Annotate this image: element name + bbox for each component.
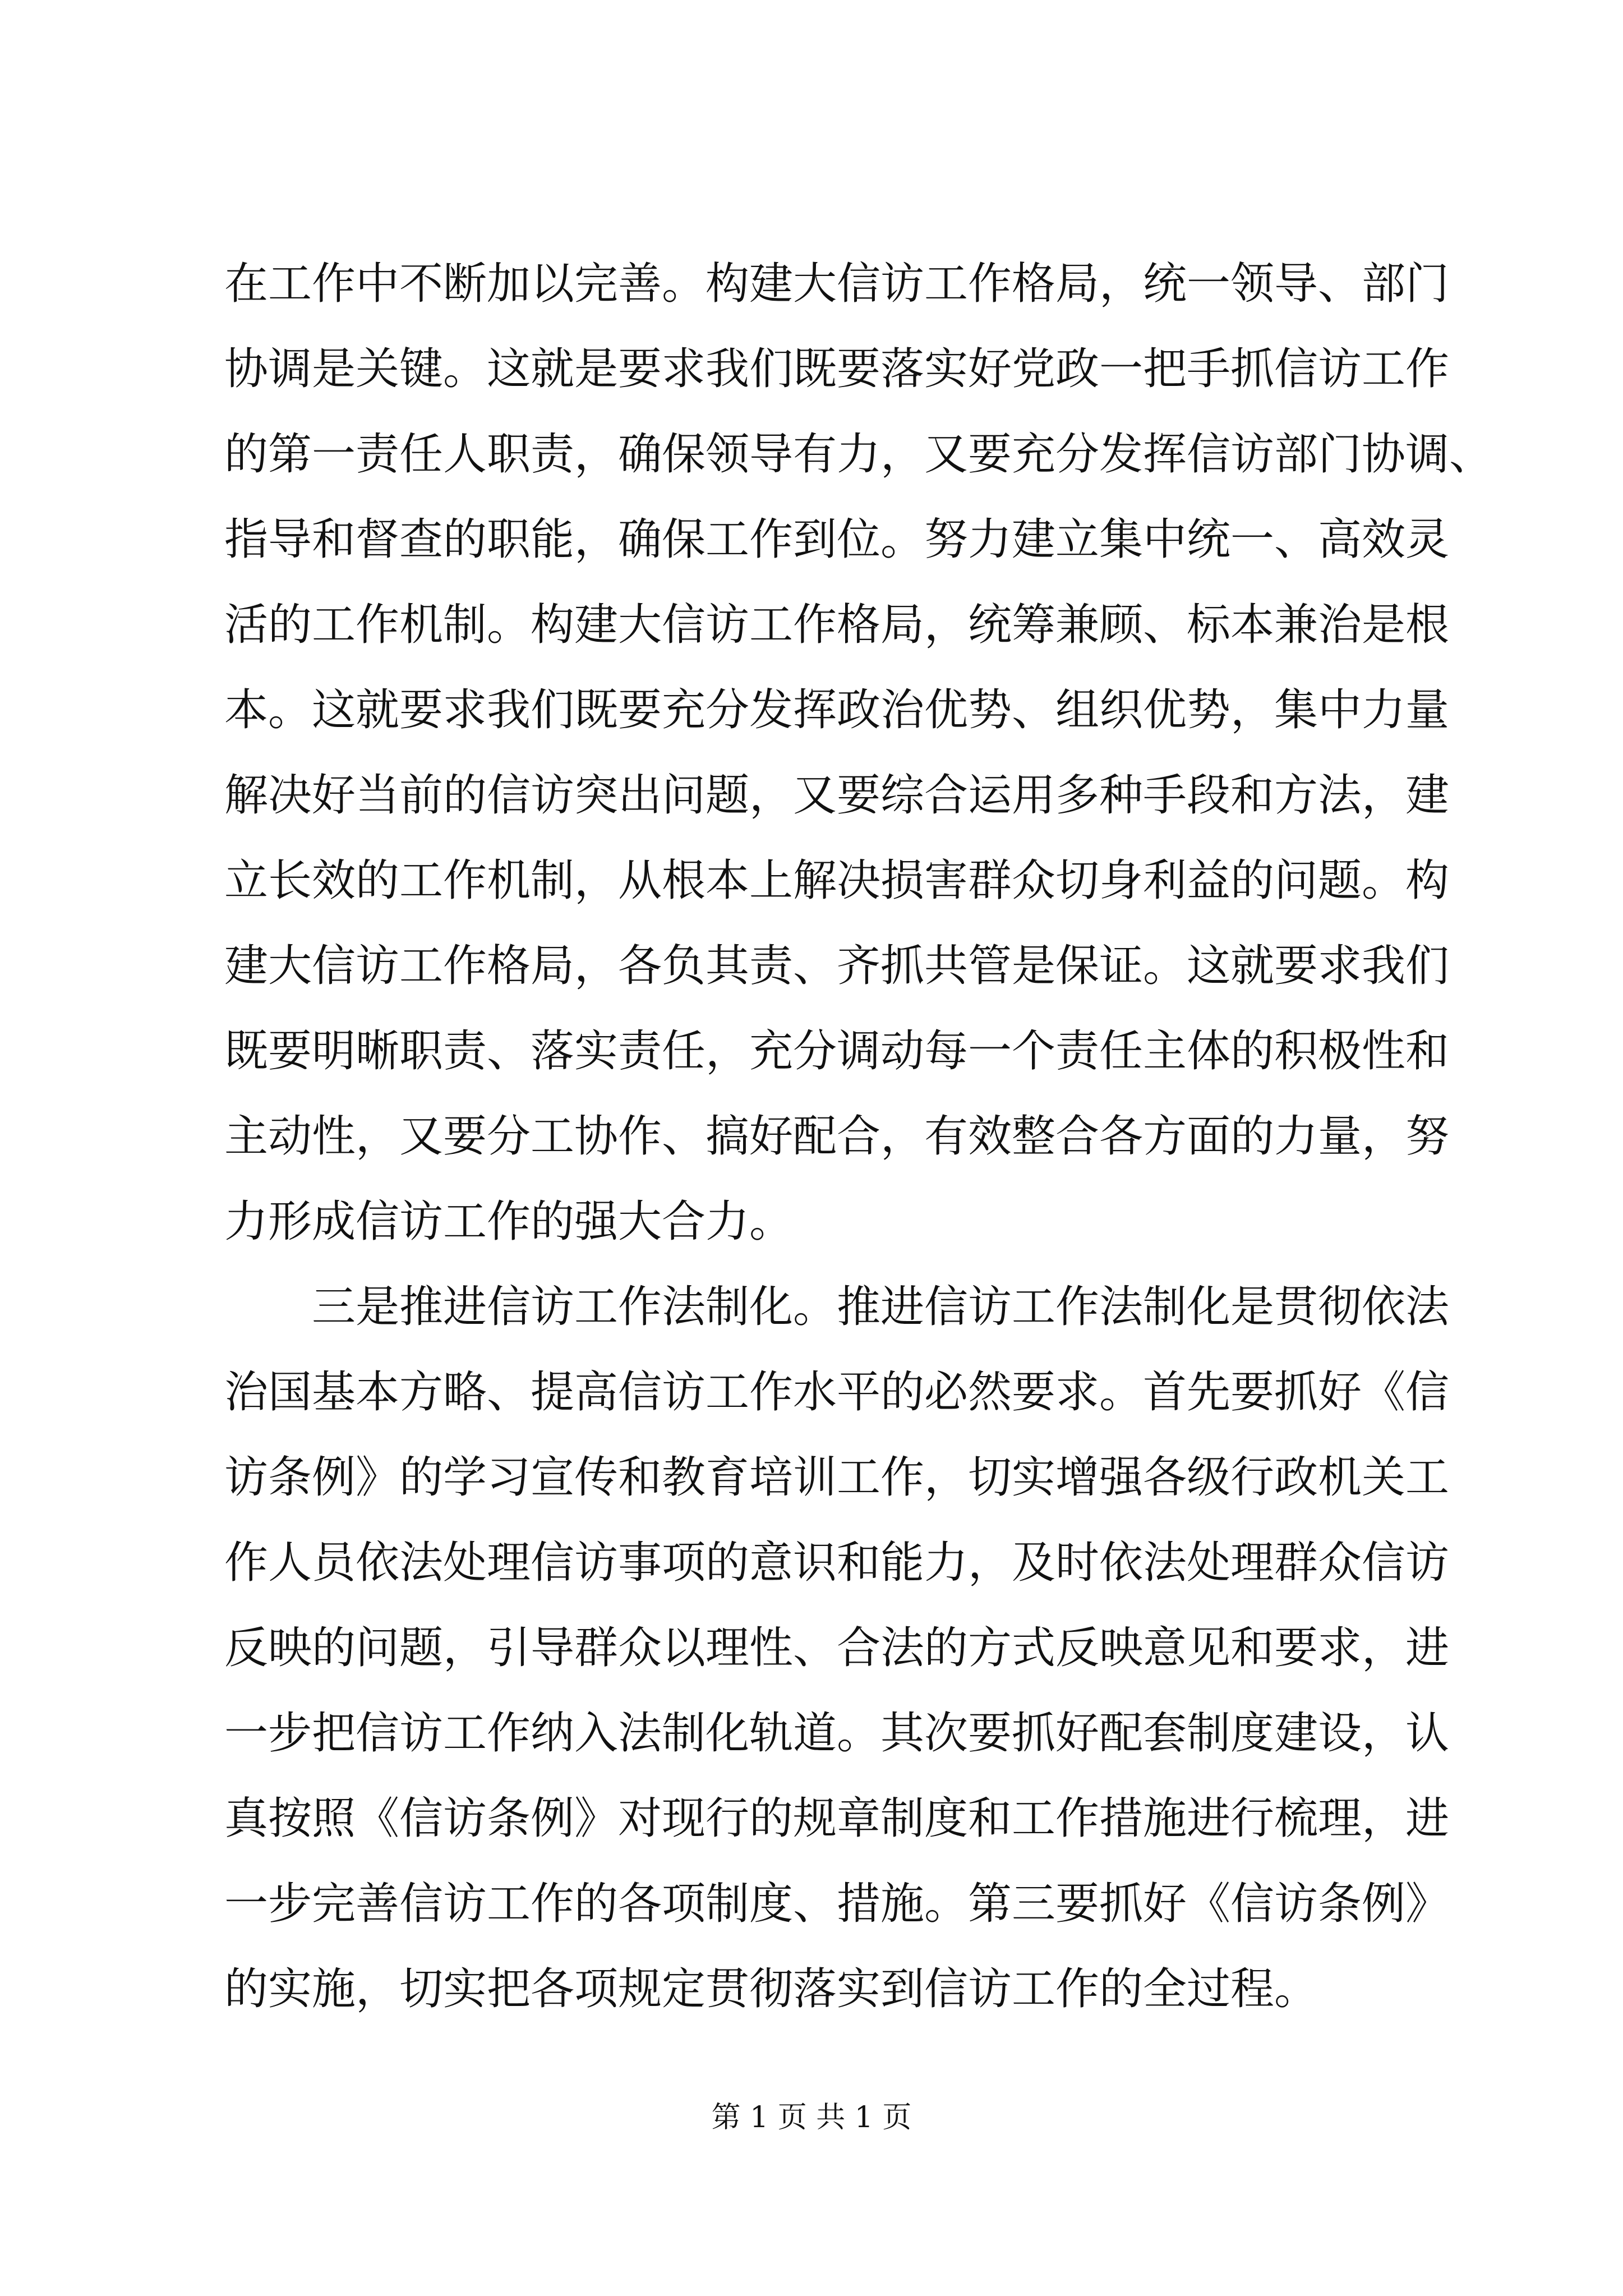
text-line: 真按照《信访条例》对现行的规章制度和工作措施进行梳理，进 <box>224 1793 1450 1844</box>
text-line: 力形成信访工作的强大合力。 <box>224 1197 794 1247</box>
text-line: 在工作中不断加以完善。构建大信访工作格局，统一领导、部门 <box>224 259 1450 309</box>
paragraph-1 <box>224 241 1493 1264</box>
text-line: 指导和督查的职能，确保工作到位。努力建立集中统一、高效灵 <box>224 514 1450 565</box>
text-line: 三是推进信访工作法制化。推进信访工作法制化是贯彻依法 <box>312 1282 1450 1332</box>
text-line: 解决好当前的信访突出问题，又要综合运用多种手段和方法，建 <box>224 770 1450 821</box>
text-line: 既要明晰职责、落实责任，充分调动每一个责任主体的积极性和 <box>224 1026 1450 1076</box>
text-line: 主动性，又要分工协作、搞好配合，有效整合各方面的力量，努 <box>224 1111 1450 1162</box>
page-footer: 第 1 页 共 1 页 <box>711 2101 912 2134</box>
text-line: 一步把信访工作纳入法制化轨道。其次要抓好配套制度建设，认 <box>224 1708 1450 1759</box>
text-line: 作人员依法处理信访事项的意识和能力，及时依法处理群众信访 <box>224 1538 1450 1588</box>
text-line: 协调是关键。这就是要求我们既要落实好党政一把手抓信访工作 <box>224 344 1450 394</box>
text-line: 建大信访工作格局，各负其责、齐抓共管是保证。这就要求我们 <box>224 941 1450 991</box>
text-line: 一步完善信访工作的各项制度、措施。第三要抓好《信访条例》 <box>224 1879 1450 1929</box>
text-line: 访条例》的学习宣传和教育培训工作，切实增强各级行政机关工 <box>224 1452 1450 1503</box>
body-text <box>224 241 1493 2032</box>
text-line: 反映的问题，引导群众以理性、合法的方式反映意见和要求，进 <box>224 1623 1450 1673</box>
paragraph-2 <box>224 1264 1450 2032</box>
text-line: 立长效的工作机制，从根本上解决损害群众切身利益的问题。构 <box>224 855 1450 906</box>
text-line: 的实施，切实把各项规定贯彻落实到信访工作的全过程。 <box>224 1964 1318 2014</box>
text-line: 治国基本方略、提高信访工作水平的必然要求。首先要抓好《信 <box>224 1367 1450 1418</box>
text-line: 活的工作机制。构建大信访工作格局，统筹兼顾、标本兼治是根 <box>224 600 1450 650</box>
text-line: 的第一责任人职责，确保领导有力，又要充分发挥信访部门协调、 <box>224 429 1493 480</box>
text-line: 本。这就要求我们既要充分发挥政治优势、组织优势，集中力量 <box>224 685 1450 735</box>
